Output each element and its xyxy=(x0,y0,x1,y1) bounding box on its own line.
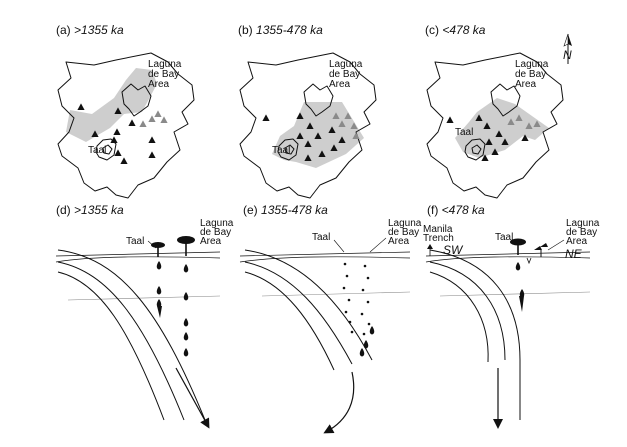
laguna-label-line1: Laguna xyxy=(566,218,600,229)
laguna-label-line2: de Bay xyxy=(200,227,232,238)
panel-a xyxy=(56,23,194,198)
panel-b xyxy=(238,23,376,198)
laguna-label-line3: Area xyxy=(388,236,410,247)
laguna-label-line2: de Bay xyxy=(388,227,420,238)
manila-trench-label-line1: Manila xyxy=(423,224,453,235)
taal-label: Taal xyxy=(495,232,514,243)
panel-e-label: (e) 1355-478 ka xyxy=(243,203,328,217)
panel-c-label: (c) <478 ka xyxy=(425,23,486,37)
north-label: N xyxy=(563,48,572,62)
manila-trench-label-line2: Trench xyxy=(423,233,454,244)
magma-drops xyxy=(157,261,189,357)
eruption-cloud-icon xyxy=(151,236,195,257)
laguna-label-line3: Area xyxy=(200,236,222,247)
laguna-label-line1: Laguna xyxy=(515,59,549,70)
laguna-label-line2: de Bay xyxy=(515,69,547,80)
panel-f-label: (f) <478 ka xyxy=(427,203,485,217)
volcanic-zone-shading xyxy=(66,68,157,142)
panel-f xyxy=(423,203,600,426)
laguna-label-line2: de Bay xyxy=(329,69,361,80)
laguna-label-line1: Laguna xyxy=(148,59,182,70)
taal-label: Taal xyxy=(88,145,107,156)
slab-motion-arrow-icon xyxy=(326,372,354,432)
eruption-cloud-icon xyxy=(510,239,548,258)
laguna-label-line1: Laguna xyxy=(329,59,363,70)
panel-b-label: (b) 1355-478 ka xyxy=(238,23,323,37)
taal-label: Taal xyxy=(455,127,474,138)
magma-drops xyxy=(516,258,531,312)
ne-label: NE xyxy=(565,247,582,261)
taal-label: Taal xyxy=(126,236,145,247)
slab-motion-arrow-icon xyxy=(176,368,208,426)
laguna-label-line3: Area xyxy=(515,79,537,90)
panel-a-label: (a) >1355 ka xyxy=(56,23,124,37)
panel-d-label: (d) >1355 ka xyxy=(56,203,124,217)
panel-c xyxy=(425,23,572,198)
laguna-label-line2: de Bay xyxy=(566,227,598,238)
laguna-label-line1: Laguna xyxy=(388,218,422,229)
magma-drops xyxy=(343,263,375,357)
laguna-label-line3: Area xyxy=(148,79,170,90)
sw-label: SW xyxy=(443,243,463,257)
laguna-label-line3: Area xyxy=(329,79,351,90)
taal-label: Taal xyxy=(272,145,291,156)
panel-d xyxy=(56,203,234,426)
north-arrow-icon xyxy=(563,34,572,64)
laguna-label-line2: de Bay xyxy=(148,69,180,80)
laguna-label-line1: Laguna xyxy=(200,218,234,229)
panel-e xyxy=(240,203,422,432)
taal-label: Taal xyxy=(312,232,331,243)
laguna-label-line3: Area xyxy=(566,236,588,247)
